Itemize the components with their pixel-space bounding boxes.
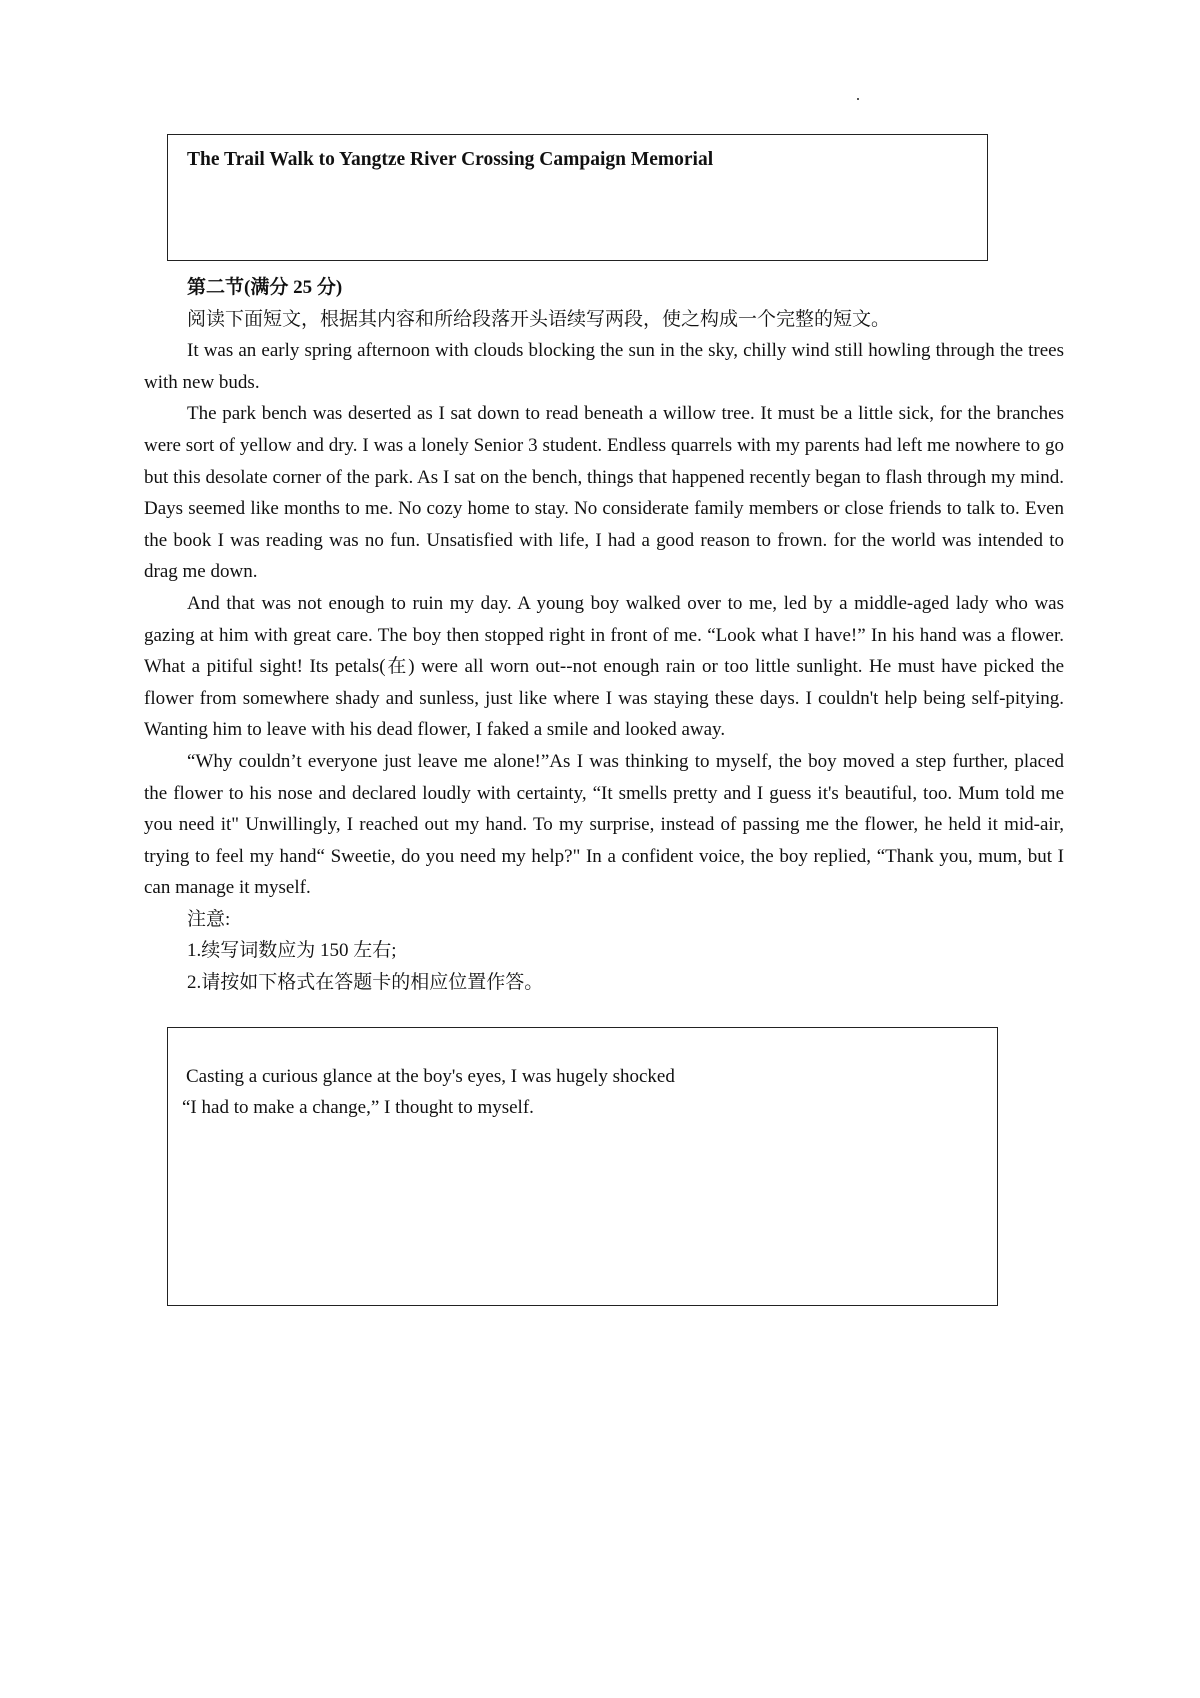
answer-box (167, 1027, 998, 1306)
story-paragraph-3: And that was not enough to ruin my day. A young boy walked over to me, led by a middle-aged lady who was gazing at him with great care. The boy then stopped right in front of me. “Look what I have!” In his hand was a flower. What a pitiful sight! Its petals(在) were all worn out--not enough rain or too little sunlight. He must have picked the flower from somewhere shady and sunless, just like where I was staying these days. I couldn't help being self-pitying. Wanting him to leave with his dead flower, I faked a smile and looked away. (144, 592, 1064, 741)
answer-opening-line-2: “I had to make a change,” I thought to myself. (182, 1097, 534, 1118)
title-text: The Trail Walk to Yangtze River Crossing Campaign Memorial (187, 149, 714, 170)
answer-opening-line-1: Casting a curious glance at the boy's eyes, I was hugely shocked (186, 1066, 675, 1087)
instruction-text: 阅读下面短文，根据其内容和所给段落开头语续写两段，使之构成一个完整的短文。 (187, 308, 891, 330)
story-paragraph-1: It was an early spring afternoon with clouds blocking the sun in the sky, chilly wind still howling through the trees with new buds. (144, 340, 1064, 393)
main-text (144, 272, 1064, 999)
note-item-2: 2.请按如下格式在答题卡的相应位置作答。 (187, 972, 544, 994)
note-item-1: 1.续写词数应为 150 左右; (187, 940, 397, 962)
story-paragraph-2: The park bench was deserted as I sat down to read beneath a willow tree. It must be a little sick, for the branches were sort of yellow and dry. I was a lonely Senior 3 student. Endless quarrels with my parents had left me nowhere to go but this desolate corner of the park. As I sat on the bench, things that happened recently began to flash through my mind. Days seemed like months to me. No cozy home to stay. No considerate family members or close friends to talk to. Even the book I was reading was no fun. Unsatisfied with life, I had a good reason to frown. for the world was intended to drag me down. (144, 403, 1064, 583)
section-heading: 第二节(满分 25 分) (187, 277, 343, 298)
notes-label: 注意: (187, 908, 231, 930)
story-paragraph-4: “Why couldn’t everyone just leave me alone!”As I was thinking to myself, the boy moved a step further, placed the flower to his nose and declared loudly with certainty, “It smells pretty and I guess it's beautiful, too. Mum told me you need it" Unwillingly, I reached out my hand. To my surprise, instead of passing me the flower, he held it mid-air, trying to feel my hand“ Sweetie, do you need my help?" In a confident voice, the boy replied, “Thank you, mum, but I can manage it myself. (144, 750, 1064, 899)
stray-dot (857, 98, 859, 100)
title-box (167, 134, 988, 261)
